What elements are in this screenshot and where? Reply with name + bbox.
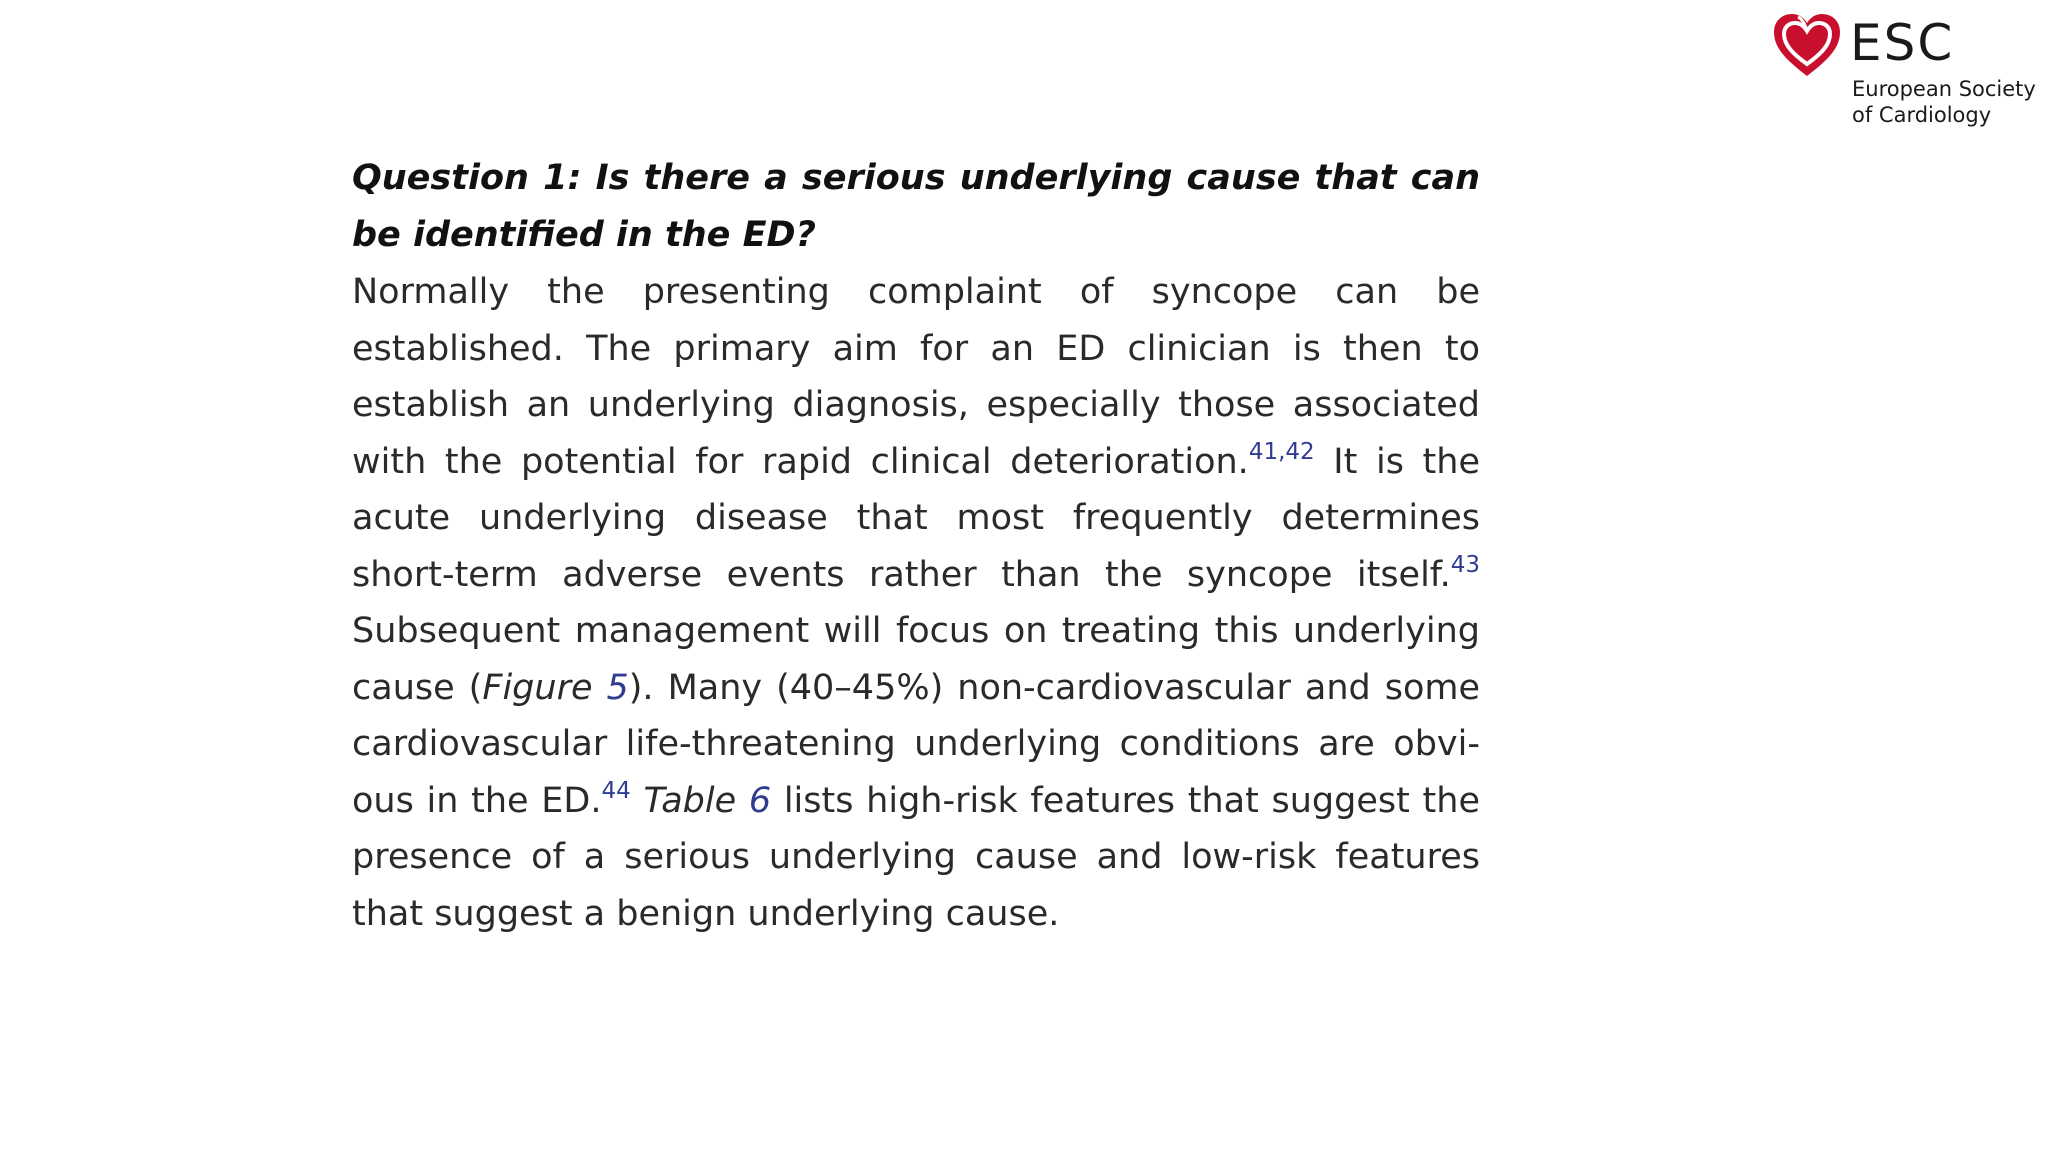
question-heading: Question 1: Is there a serious underlying cause that can be identified in the ED? [352, 158, 1480, 255]
heart-icon [1772, 12, 1842, 78]
body-paragraph [352, 264, 1480, 942]
table-label: Table [643, 780, 737, 821]
body-text-2: It is the acute underlying disease that most frequently determines short-term adverse events rather than the syncope itself. [352, 441, 1480, 595]
logo-wordmark: ESC [1850, 14, 1955, 72]
figure-5-link[interactable]: 5 [592, 667, 629, 708]
main-text-block [352, 150, 1480, 942]
logo-subtitle [1852, 76, 2036, 128]
reference-43[interactable]: 43 [1450, 551, 1480, 578]
body-text-4: ). Many (40–45%) non-cardiovascular and some cardiovascular life-threatening underlying conditions are obvious in the ED. [352, 667, 1480, 821]
body-text-3: Subsequent management will focus on treating this underlying cause ( [352, 611, 1480, 708]
body-text-5: lists high-risk features that suggest the presence of a serious underlying cause and low-risk features that suggest a benign underlying cause. [352, 780, 1480, 934]
table-6-link[interactable]: 6 [736, 780, 772, 821]
body-text-1: Normally the presenting complaint of syncope can be established. The primary aim for an ED clinician is then to establish an underlying diagnosis, especially those associated with the potential for rapid clinical deterioration. [352, 272, 1480, 482]
logo-subtitle-line1: European Society [1852, 77, 2036, 101]
figure-label: Figure [482, 667, 593, 708]
esc-logo [1772, 12, 2042, 132]
logo-subtitle-line2: of Cardiology [1852, 103, 1992, 127]
reference-44[interactable]: 44 [601, 777, 631, 804]
reference-41-42[interactable]: 41,42 [1248, 438, 1315, 465]
